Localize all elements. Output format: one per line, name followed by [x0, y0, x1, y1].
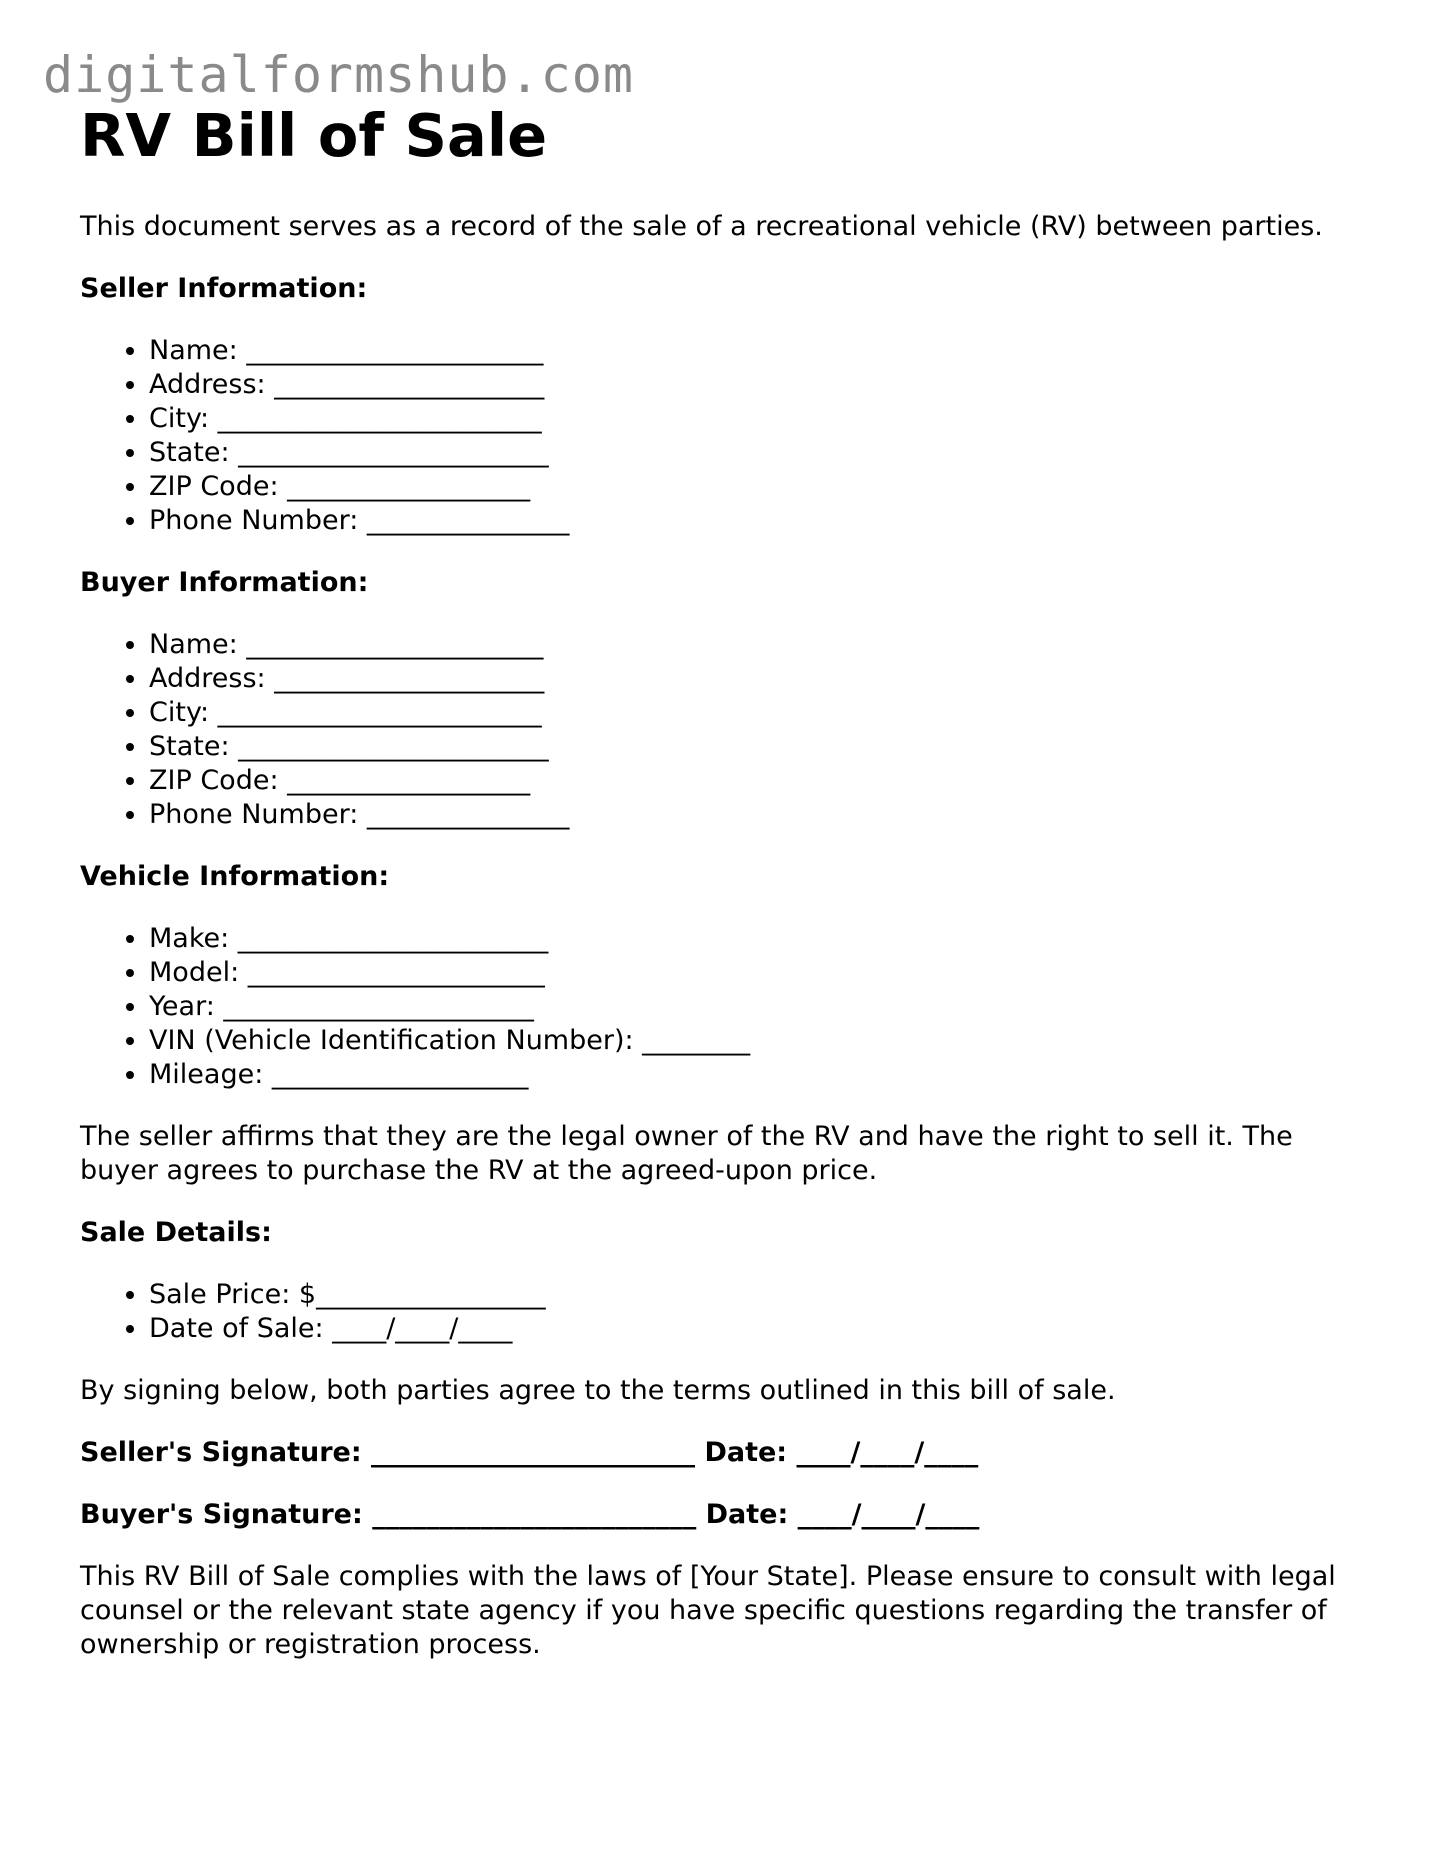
buyer-state-field[interactable]: • State: _______________________ [149, 730, 1370, 764]
vehicle-make-field[interactable]: • Make: _______________________ [149, 922, 1370, 956]
vehicle-mileage-field[interactable]: • Mileage: ___________________ [149, 1058, 1370, 1092]
agreement-paragraph: By signing below, both parties agree to the terms outlined in this bill of sale. [80, 1375, 1116, 1406]
seller-name-field[interactable]: • Name: ______________________ [149, 334, 1370, 368]
vehicle-year-field[interactable]: • Year: _______________________ [149, 990, 1370, 1024]
buyer-phone-field[interactable]: • Phone Number: _______________ [149, 798, 1370, 832]
sale-section-heading: Sale Details: [80, 1217, 272, 1248]
vehicle-model-field[interactable]: • Model: ______________________ [149, 956, 1370, 990]
buyer-address-field[interactable]: • Address: ____________________ [149, 662, 1370, 696]
document-body [80, 100, 1370, 1662]
vehicle-field-list [80, 922, 1370, 1092]
buyer-signature-line[interactable]: Buyer's Signature: ________________________ Date: ____/____/____ [80, 1499, 980, 1530]
seller-zip-field[interactable]: • ZIP Code: __________________ [149, 470, 1370, 504]
sale-date-field[interactable]: • Date of Sale: ____/____/____ [149, 1312, 1370, 1346]
seller-phone-field[interactable]: • Phone Number: _______________ [149, 504, 1370, 538]
affirmation-paragraph: The seller affirms that they are the legal owner of the RV and have the right to sell it. The buyer agrees to purchase the RV at the agreed-upon price. [80, 1121, 1293, 1186]
seller-section-heading: Seller Information: [80, 273, 368, 304]
page-title: RV Bill of Sale [80, 101, 548, 170]
sale-price-field[interactable]: • Sale Price: $_________________ [149, 1278, 1370, 1312]
buyer-name-field[interactable]: • Name: ______________________ [149, 628, 1370, 662]
seller-field-list [80, 334, 1370, 538]
vehicle-section-heading: Vehicle Information: [80, 861, 390, 892]
buyer-section-heading: Buyer Information: [80, 567, 369, 598]
buyer-field-list [80, 628, 1370, 832]
seller-city-field[interactable]: • City: ________________________ [149, 402, 1370, 436]
footer-paragraph: This RV Bill of Sale complies with the laws of [Your State]. Please ensure to consult with legal counsel or the relevant state agency if you have specific questions regarding the transfer of ownership or registration process. [80, 1561, 1336, 1660]
intro-paragraph: This document serves as a record of the sale of a recreational vehicle (RV) between parties. [80, 211, 1323, 242]
buyer-city-field[interactable]: • City: ________________________ [149, 696, 1370, 730]
watermark: digitalformshub.com [43, 46, 634, 104]
buyer-zip-field[interactable]: • ZIP Code: __________________ [149, 764, 1370, 798]
seller-address-field[interactable]: • Address: ____________________ [149, 368, 1370, 402]
vehicle-vin-field[interactable]: • VIN (Vehicle Identification Number): ________ [149, 1024, 1370, 1058]
seller-signature-line[interactable]: Seller's Signature: ________________________ Date: ____/____/____ [80, 1437, 979, 1468]
seller-state-field[interactable]: • State: _______________________ [149, 436, 1370, 470]
sale-field-list [80, 1278, 1370, 1346]
